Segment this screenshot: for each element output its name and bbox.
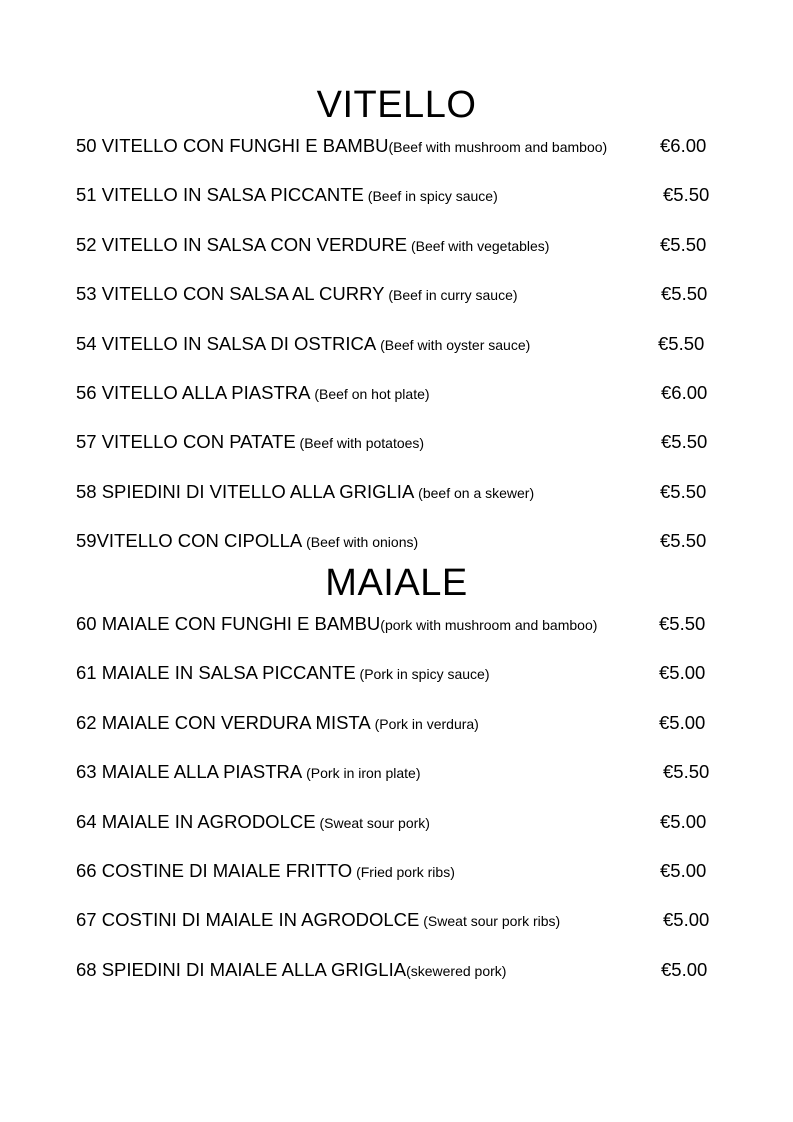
menu-item <box>0 282 793 331</box>
menu-item-name <box>76 183 498 208</box>
menu-item-price: €5.00 <box>661 958 708 980</box>
menu-item-description: (Beef in curry sauce) <box>384 287 518 304</box>
menu-item-price: €5.50 <box>660 530 707 552</box>
menu-item-price: €5.50 <box>658 332 705 354</box>
menu-item-price: €5.50 <box>661 283 708 305</box>
menu-item <box>0 480 793 529</box>
menu-item-name <box>76 612 597 637</box>
menu-item-title: 50 VITELLO CON FUNGHI E BAMBU <box>76 135 389 156</box>
menu-item-price: €5.50 <box>663 184 710 206</box>
menu-item-name <box>76 908 560 933</box>
menu-item <box>0 430 793 479</box>
menu-item-name <box>76 760 421 785</box>
menu-item-description: (Beef with vegetables) <box>407 237 550 254</box>
menu-item <box>0 233 793 282</box>
menu-item-name <box>76 958 506 983</box>
menu-item <box>0 661 793 710</box>
menu-item-description: (Fried pork ribs) <box>352 863 455 880</box>
menu-item-description: (Beef with onions) <box>302 534 419 551</box>
menu-item <box>0 332 793 381</box>
menu-item-name <box>76 859 455 884</box>
menu-item-description: (Sweat sour pork) <box>315 814 430 831</box>
menu-item-description: (Beef on hot plate) <box>310 385 430 402</box>
section-title-maiale: MAIALE <box>325 562 468 604</box>
menu-item-title: 64 MAIALE IN AGRODOLCE <box>76 810 316 832</box>
menu-item <box>0 134 793 183</box>
menu-item-description: (Sweat sour pork ribs) <box>419 913 561 930</box>
menu-item-price: €6.00 <box>660 135 707 156</box>
menu-item <box>0 810 793 859</box>
menu-item-title: 62 MAIALE CON VERDURA MISTA <box>76 711 371 733</box>
menu-list-maiale <box>0 612 793 1007</box>
menu-item-price: €6.00 <box>661 381 708 403</box>
menu-item-description: (beef on a skewer) <box>414 484 535 501</box>
menu-item-price: €5.50 <box>661 431 708 453</box>
menu-item-title: 61 MAIALE IN SALSA PICCANTE <box>76 662 356 684</box>
menu-item-name <box>76 332 530 357</box>
menu-item-price: €5.50 <box>663 761 710 783</box>
menu-item-price: €5.50 <box>660 480 707 502</box>
menu-item-title: 67 COSTINI DI MAIALE IN AGRODOLCE <box>76 909 420 931</box>
menu-item-title: 66 COSTINE DI MAIALE FRITTO <box>76 859 353 881</box>
menu-item-name <box>76 381 430 406</box>
menu-item-title: 53 VITELLO CON SALSA AL CURRY <box>76 283 385 305</box>
menu-item-name <box>76 134 607 159</box>
menu-item <box>0 381 793 430</box>
menu-item-name <box>76 282 518 307</box>
menu-item-description: (Pork in iron plate) <box>302 765 421 782</box>
menu-list-vitello <box>0 134 793 579</box>
menu-item-name <box>76 233 549 258</box>
menu-item-title: 58 SPIEDINI DI VITELLO ALLA GRIGLIA <box>76 480 415 502</box>
menu-item-title: 63 MAIALE ALLA PIASTRA <box>76 761 303 783</box>
menu-item-price: €5.50 <box>659 613 706 634</box>
menu-item-price: €5.00 <box>663 909 710 931</box>
menu-item <box>0 612 793 661</box>
menu-item-title: 57 VITELLO CON PATATE <box>76 431 296 453</box>
menu-item-title: 56 VITELLO ALLA PIASTRA <box>76 381 311 403</box>
menu-item-price: €5.00 <box>660 859 707 881</box>
menu-item-description: (skewered pork) <box>406 962 507 979</box>
menu-item-price: €5.00 <box>659 711 706 733</box>
menu-item-name <box>76 810 430 835</box>
menu-item-description: (Beef with mushroom and bamboo) <box>388 139 608 155</box>
menu-item-name <box>76 529 418 554</box>
menu-item <box>0 958 793 1007</box>
menu-item-price: €5.00 <box>659 662 706 684</box>
menu-item-title: 52 VITELLO IN SALSA CON VERDURE <box>76 233 408 255</box>
menu-item-description: (Beef with oyster sauce) <box>376 336 531 353</box>
menu-item-name <box>76 711 479 736</box>
menu-item <box>0 859 793 908</box>
menu-item <box>0 183 793 232</box>
menu-item-description: (Pork in verdura) <box>370 715 479 732</box>
menu-item-description: (pork with mushroom and bamboo) <box>380 617 598 633</box>
menu-item-price: €5.00 <box>660 810 707 832</box>
menu-item-description: (Beef with potatoes) <box>295 435 425 452</box>
menu-item-description: (Pork in spicy sauce) <box>355 666 490 683</box>
menu-item-description: (Beef in spicy sauce) <box>363 188 498 205</box>
menu-item <box>0 711 793 760</box>
menu-item-name <box>76 480 534 505</box>
menu-item <box>0 908 793 957</box>
menu-item-name <box>76 430 424 455</box>
menu-item-title: 54 VITELLO IN SALSA DI OSTRICA <box>76 332 377 354</box>
menu-item-title: 59VITELLO CON CIPOLLA <box>76 530 303 552</box>
menu-item-name <box>76 661 490 686</box>
menu-item-title: 68 SPIEDINI DI MAIALE ALLA GRIGLIA <box>76 958 407 980</box>
menu-item-title: 60 MAIALE CON FUNGHI E BAMBU <box>76 613 381 634</box>
menu-item-price: €5.50 <box>660 233 707 255</box>
menu-item-title: 51 VITELLO IN SALSA PICCANTE <box>76 184 364 206</box>
section-title-vitello: VITELLO <box>316 84 477 126</box>
menu-item <box>0 760 793 809</box>
